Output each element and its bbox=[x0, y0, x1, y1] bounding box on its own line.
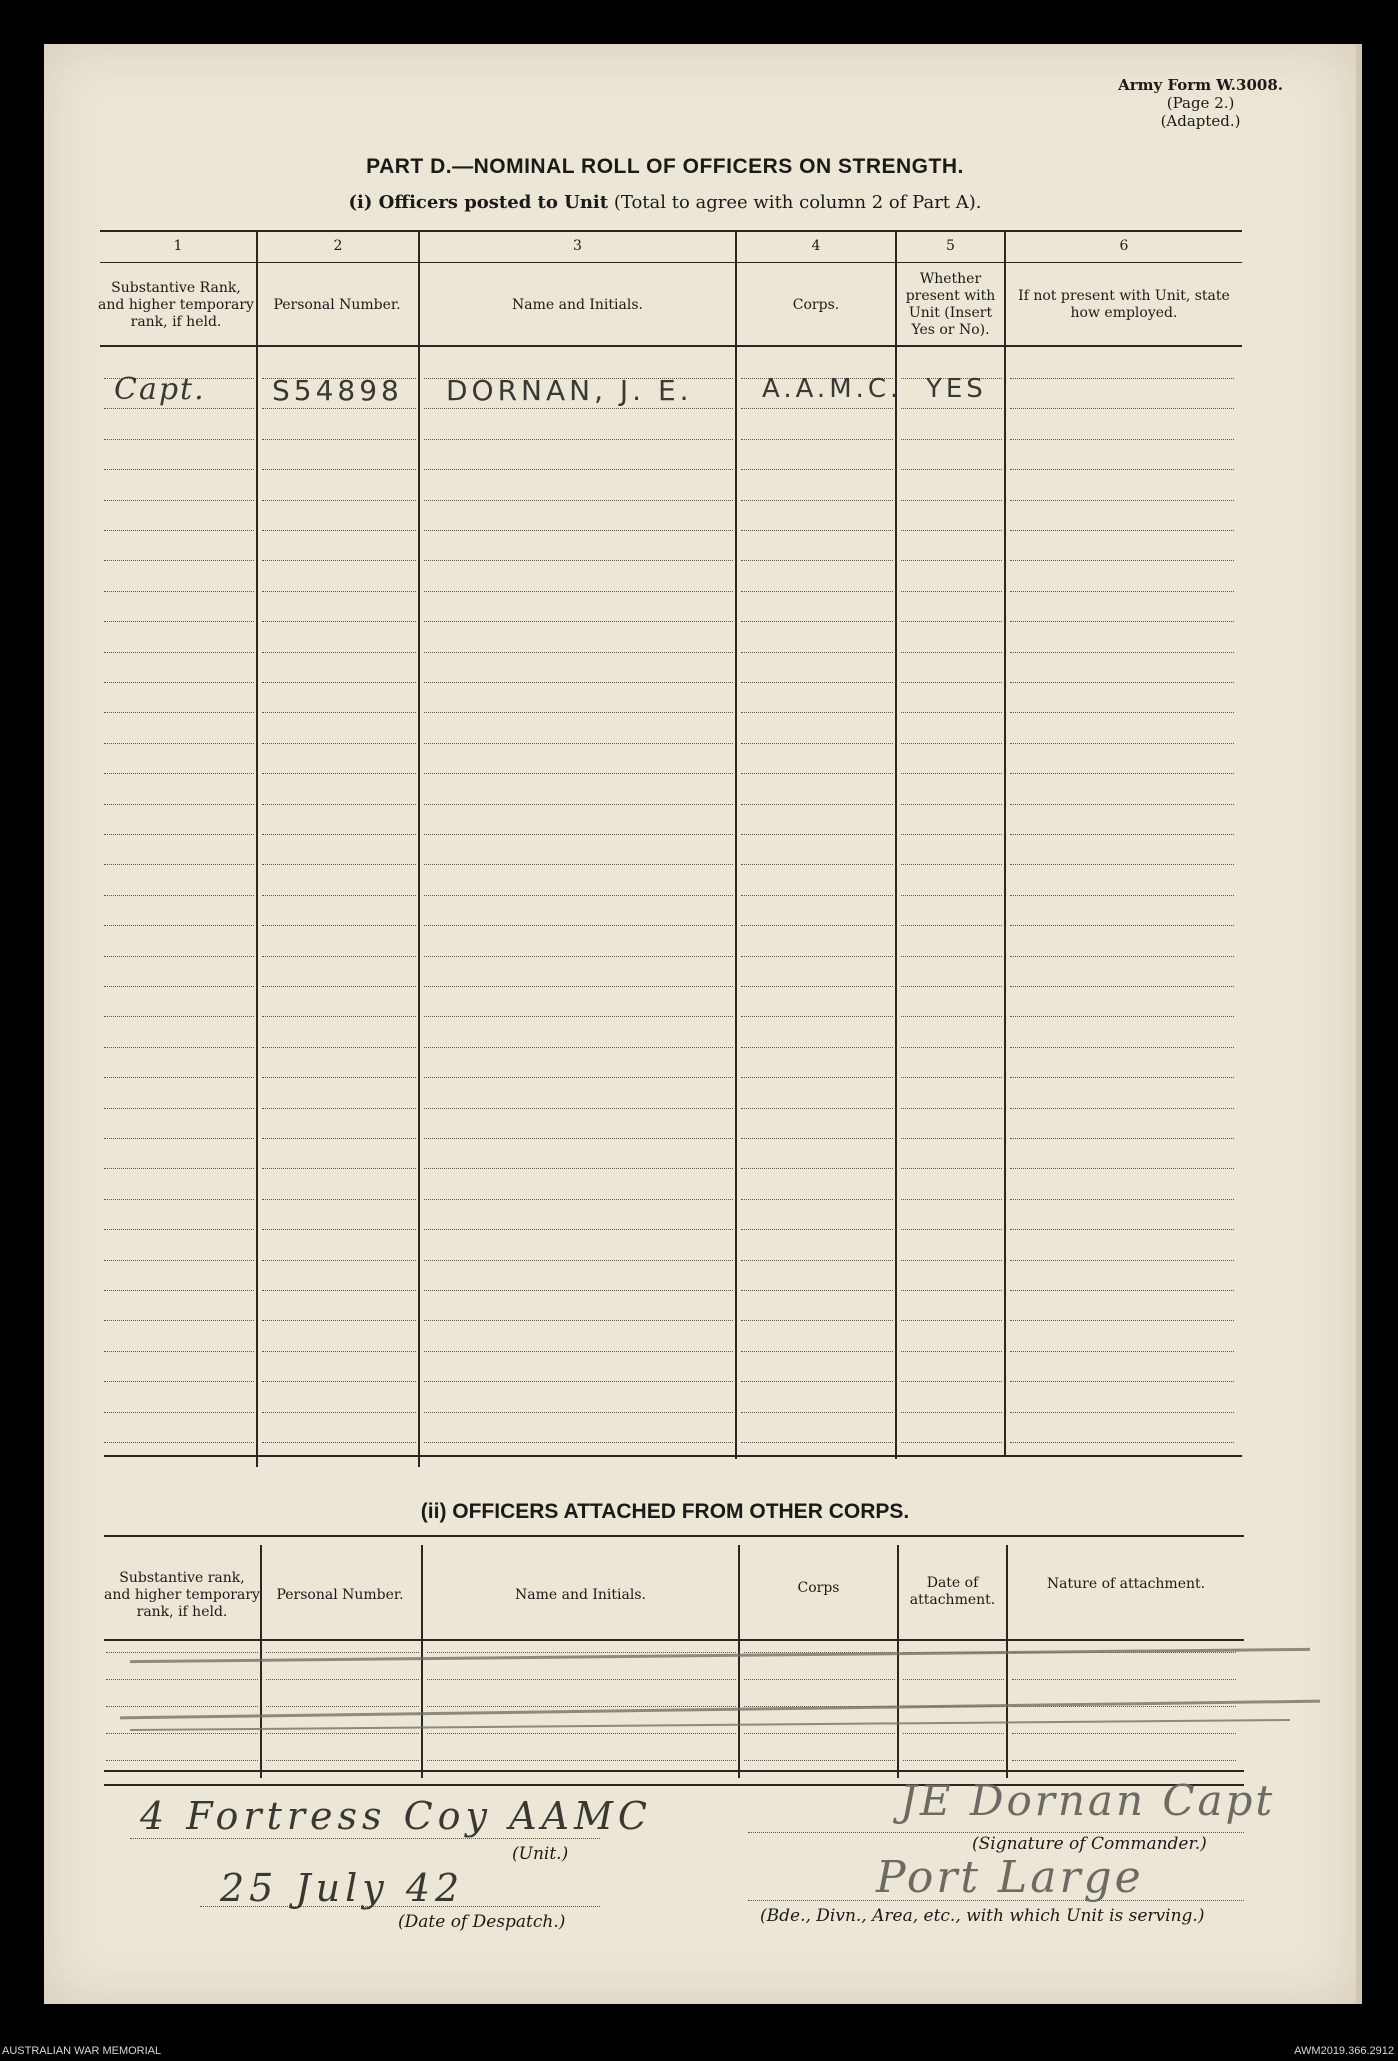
ruled-row-line bbox=[106, 1652, 258, 1653]
ruled-row-line bbox=[741, 1077, 893, 1078]
ruled-row-line bbox=[424, 1442, 733, 1443]
ruled-row-line bbox=[104, 1320, 254, 1321]
ruled-row-line bbox=[262, 1260, 416, 1261]
ruled-row-line bbox=[901, 712, 1002, 713]
ruled-row-line bbox=[427, 1760, 736, 1761]
entry-present: YES bbox=[926, 374, 987, 404]
ruled-row-line bbox=[741, 439, 893, 440]
ruled-row-line bbox=[424, 1199, 733, 1200]
ruled-row-line bbox=[262, 1229, 416, 1230]
column-divider bbox=[418, 231, 420, 1467]
table-bottom-rule bbox=[104, 1455, 1242, 1457]
ruled-row-line bbox=[424, 1260, 733, 1261]
ruled-row-line bbox=[424, 773, 733, 774]
unit-line bbox=[130, 1838, 600, 1839]
ruled-row-line bbox=[427, 1652, 736, 1653]
page-edge bbox=[1356, 44, 1362, 2004]
ruled-row-line bbox=[424, 1351, 733, 1352]
ruled-row-line bbox=[1010, 1199, 1234, 1200]
ruled-row-line bbox=[104, 500, 254, 501]
ruled-row-line bbox=[424, 956, 733, 957]
ruled-row-line bbox=[741, 1229, 893, 1230]
ruled-row-line bbox=[901, 530, 1002, 531]
ruled-row-line bbox=[104, 1290, 254, 1291]
column-header-corps: Corps bbox=[797, 1579, 840, 1596]
ruled-row-line bbox=[424, 864, 733, 865]
ruled-row-line bbox=[901, 895, 1002, 896]
ruled-row-line bbox=[741, 895, 893, 896]
column-header-rank: Substantive Rank, and higher temporary rank, if held. bbox=[98, 279, 254, 330]
ruled-row-line bbox=[424, 1077, 733, 1078]
date-handwriting: 25 July 42 bbox=[220, 1866, 465, 1910]
ruled-row-line bbox=[901, 864, 1002, 865]
ruled-row-line bbox=[266, 1760, 419, 1761]
column-header-employed: If not present with Unit, state how employed. bbox=[1018, 288, 1230, 321]
ruled-row-line bbox=[1010, 469, 1234, 470]
table-top-rule bbox=[100, 230, 1242, 232]
ruled-row-line bbox=[901, 1199, 1002, 1200]
ruled-row-line bbox=[424, 1229, 733, 1230]
ruled-row-line bbox=[741, 500, 893, 501]
unit-label: (Unit.) bbox=[512, 1844, 569, 1864]
ruled-row-line bbox=[262, 1442, 416, 1443]
ruled-row-line bbox=[1010, 712, 1234, 713]
area-label: (Bde., Divn., Area, etc., with which Unit is serving.) bbox=[760, 1906, 1205, 1926]
ruled-row-line bbox=[104, 1016, 254, 1017]
ruled-row-line bbox=[1010, 1351, 1234, 1352]
ruled-row-line bbox=[104, 1108, 254, 1109]
ruled-row-line bbox=[424, 804, 733, 805]
ruled-row-line bbox=[262, 1320, 416, 1321]
ruled-row-line bbox=[262, 1351, 416, 1352]
ruled-row-line bbox=[262, 621, 416, 622]
ruled-row-line bbox=[104, 1077, 254, 1078]
ruled-row-line bbox=[744, 1733, 895, 1734]
ruled-row-line bbox=[1012, 1733, 1236, 1734]
ruled-row-line bbox=[262, 469, 416, 470]
unit-handwriting: 4 Fortress Coy AAMC bbox=[140, 1794, 652, 1838]
ruled-row-line bbox=[1010, 378, 1234, 379]
column-header-corps: Corps. bbox=[792, 296, 840, 313]
ruled-row-line bbox=[262, 773, 416, 774]
footer-right: AWM2019.366.2912 bbox=[1294, 2045, 1394, 2057]
part-d-title: PART D.—NOMINAL ROLL OF OFFICERS ON STRENGTH. bbox=[366, 155, 964, 178]
ruled-row-line bbox=[741, 986, 893, 987]
entry-rank: Capt. bbox=[114, 372, 206, 407]
ruled-row-line bbox=[901, 1320, 1002, 1321]
ruled-row-line bbox=[741, 1138, 893, 1139]
ruled-row-line bbox=[741, 1260, 893, 1261]
ruled-row-line bbox=[1010, 1442, 1234, 1443]
ruled-row-line bbox=[104, 925, 254, 926]
ruled-row-line bbox=[901, 986, 1002, 987]
ruled-row-line bbox=[262, 834, 416, 835]
ruled-row-line bbox=[266, 1733, 419, 1734]
entry-name: DORNAN, J. E. bbox=[446, 374, 693, 407]
ruled-row-line bbox=[424, 469, 733, 470]
ruled-row-line bbox=[741, 591, 893, 592]
ruled-row-line bbox=[1010, 1381, 1234, 1382]
ruled-row-line bbox=[262, 1108, 416, 1109]
ruled-row-line bbox=[104, 621, 254, 622]
ruled-row-line bbox=[424, 712, 733, 713]
ruled-row-line bbox=[741, 834, 893, 835]
ruled-row-line bbox=[1010, 925, 1234, 926]
ruled-row-line bbox=[741, 1168, 893, 1169]
ruled-row-line bbox=[262, 986, 416, 987]
ruled-row-line bbox=[901, 652, 1002, 653]
ruled-row-line bbox=[424, 1168, 733, 1169]
ruled-row-line bbox=[741, 652, 893, 653]
ruled-row-line bbox=[262, 439, 416, 440]
ruled-row-line bbox=[741, 1016, 893, 1017]
ruled-row-line bbox=[901, 591, 1002, 592]
ruled-row-line bbox=[424, 560, 733, 561]
ruled-row-line bbox=[262, 1381, 416, 1382]
form-reference bbox=[1118, 76, 1283, 130]
date-label: (Date of Despatch.) bbox=[398, 1912, 566, 1932]
ruled-row-line bbox=[104, 1442, 254, 1443]
ruled-row-line bbox=[741, 1442, 893, 1443]
ruled-row-line bbox=[266, 1679, 419, 1680]
ruled-row-line bbox=[901, 834, 1002, 835]
ruled-row-line bbox=[901, 408, 1002, 409]
ruled-row-line bbox=[104, 1260, 254, 1261]
part-ii-title: (ii) OFFICERS ATTACHED FROM OTHER CORPS. bbox=[420, 1500, 910, 1523]
commander-line bbox=[748, 1832, 1244, 1833]
ruled-row-line bbox=[104, 1412, 254, 1413]
ruled-row-line bbox=[901, 925, 1002, 926]
ruled-row-line bbox=[901, 1077, 1002, 1078]
ruled-row-line bbox=[741, 682, 893, 683]
header-bottom-rule bbox=[104, 1639, 1244, 1641]
ruled-row-line bbox=[901, 621, 1002, 622]
ruled-row-line bbox=[262, 560, 416, 561]
ruled-row-line bbox=[1010, 1260, 1234, 1261]
ruled-row-line bbox=[1010, 1016, 1234, 1017]
part-d-subtitle bbox=[0, 192, 1330, 213]
column-number: 5 bbox=[946, 238, 955, 254]
ruled-row-line bbox=[741, 1047, 893, 1048]
column-header-name: Name and Initials. bbox=[515, 1586, 646, 1603]
ruled-row-line bbox=[901, 1260, 1002, 1261]
ruled-row-line bbox=[427, 1679, 736, 1680]
ruled-row-line bbox=[104, 1168, 254, 1169]
ruled-row-line bbox=[901, 469, 1002, 470]
ruled-row-line bbox=[262, 1138, 416, 1139]
ruled-row-line bbox=[1010, 500, 1234, 501]
ruled-row-line bbox=[741, 408, 893, 409]
ruled-row-line bbox=[104, 1047, 254, 1048]
ruled-row-line bbox=[262, 682, 416, 683]
ruled-row-line bbox=[104, 469, 254, 470]
ruled-row-line bbox=[262, 500, 416, 501]
ruled-row-line bbox=[1010, 834, 1234, 835]
ruled-row-line bbox=[1010, 1320, 1234, 1321]
ruled-row-line bbox=[262, 743, 416, 744]
form-name: Army Form W.3008. bbox=[1118, 76, 1283, 94]
ruled-row-line bbox=[1010, 408, 1234, 409]
column-header-rank: Substantive rank, and higher temporary rank, if held. bbox=[104, 1569, 260, 1620]
ruled-row-line bbox=[741, 1351, 893, 1352]
ruled-row-line bbox=[1010, 530, 1234, 531]
ruled-row-line bbox=[903, 1760, 1004, 1761]
ruled-row-line bbox=[262, 591, 416, 592]
ruled-row-line bbox=[741, 925, 893, 926]
column-header-name: Name and Initials. bbox=[512, 296, 643, 313]
ruled-row-line bbox=[424, 925, 733, 926]
ruled-row-line bbox=[266, 1652, 419, 1653]
ruled-row-line bbox=[741, 712, 893, 713]
ruled-row-line bbox=[424, 743, 733, 744]
ruled-row-line bbox=[901, 1016, 1002, 1017]
ruled-row-line bbox=[741, 956, 893, 957]
ruled-row-line bbox=[262, 1199, 416, 1200]
ruled-row-line bbox=[1010, 1229, 1234, 1230]
ruled-row-line bbox=[1010, 986, 1234, 987]
ruled-row-line bbox=[1010, 1168, 1234, 1169]
ruled-row-line bbox=[901, 1108, 1002, 1109]
ruled-row-line bbox=[901, 773, 1002, 774]
ruled-row-line bbox=[741, 773, 893, 774]
ruled-row-line bbox=[104, 1381, 254, 1382]
ruled-row-line bbox=[262, 1077, 416, 1078]
column-number-rule bbox=[100, 262, 1242, 263]
ruled-row-line bbox=[741, 804, 893, 805]
ruled-row-line bbox=[1010, 1412, 1234, 1413]
ruled-row-line bbox=[104, 712, 254, 713]
ruled-row-line bbox=[262, 1047, 416, 1048]
ruled-row-line bbox=[104, 956, 254, 957]
ruled-row-line bbox=[1010, 621, 1234, 622]
ruled-row-line bbox=[424, 1108, 733, 1109]
ruled-row-line bbox=[903, 1679, 1004, 1680]
ruled-row-line bbox=[104, 1351, 254, 1352]
ruled-row-line bbox=[262, 1168, 416, 1169]
ruled-row-line bbox=[901, 560, 1002, 561]
ruled-row-line bbox=[427, 1706, 736, 1707]
ruled-row-line bbox=[901, 743, 1002, 744]
subtitle-bold: (i) Officers posted to Unit bbox=[348, 192, 609, 213]
ruled-row-line bbox=[1010, 591, 1234, 592]
ruled-row-line bbox=[104, 439, 254, 440]
ruled-row-line bbox=[901, 956, 1002, 957]
ruled-row-line bbox=[266, 1706, 419, 1707]
ruled-row-line bbox=[104, 408, 254, 409]
table-top-rule bbox=[104, 1535, 1244, 1537]
ruled-row-line bbox=[262, 925, 416, 926]
ruled-row-line bbox=[1012, 1760, 1236, 1761]
ruled-row-line bbox=[1010, 1077, 1234, 1078]
column-number: 2 bbox=[333, 238, 343, 254]
form-adapted: (Adapted.) bbox=[1160, 112, 1241, 130]
ruled-row-line bbox=[262, 1412, 416, 1413]
ruled-row-line bbox=[424, 530, 733, 531]
ruled-row-line bbox=[1010, 895, 1234, 896]
ruled-row-line bbox=[741, 1320, 893, 1321]
ruled-row-line bbox=[901, 1290, 1002, 1291]
ruled-row-line bbox=[104, 682, 254, 683]
subtitle-rest: (Total to agree with column 2 of Part A). bbox=[613, 192, 982, 213]
commander-signature: JE Dornan Capt bbox=[900, 1776, 1276, 1825]
column-header-number: Personal Number. bbox=[273, 296, 401, 313]
column-header-date: Date of attachment. bbox=[909, 1575, 996, 1608]
ruled-row-line bbox=[741, 530, 893, 531]
column-number: 1 bbox=[173, 238, 183, 254]
ruled-row-line bbox=[1010, 864, 1234, 865]
ruled-row-line bbox=[424, 1320, 733, 1321]
ruled-row-line bbox=[262, 1290, 416, 1291]
ruled-row-line bbox=[104, 895, 254, 896]
ruled-row-line bbox=[424, 682, 733, 683]
ruled-row-line bbox=[1010, 1108, 1234, 1109]
ruled-row-line bbox=[901, 1442, 1002, 1443]
ruled-row-line bbox=[741, 1290, 893, 1291]
ruled-row-line bbox=[104, 560, 254, 561]
ruled-row-line bbox=[262, 408, 416, 409]
ruled-row-line bbox=[901, 1229, 1002, 1230]
ruled-row-line bbox=[104, 834, 254, 835]
ruled-row-line bbox=[1012, 1679, 1236, 1680]
column-number: 3 bbox=[573, 238, 582, 254]
ruled-row-line bbox=[424, 500, 733, 501]
ruled-row-line bbox=[104, 652, 254, 653]
ruled-row-line bbox=[1010, 743, 1234, 744]
ruled-row-line bbox=[901, 1351, 1002, 1352]
ruled-row-line bbox=[1010, 682, 1234, 683]
ruled-row-line bbox=[1010, 1138, 1234, 1139]
header-bottom-rule bbox=[100, 345, 1242, 347]
ruled-row-line bbox=[262, 712, 416, 713]
ruled-row-line bbox=[1010, 560, 1234, 561]
ruled-row-line bbox=[104, 864, 254, 865]
ruled-row-line bbox=[1010, 1047, 1234, 1048]
ruled-row-line bbox=[424, 986, 733, 987]
ruled-row-line bbox=[901, 682, 1002, 683]
ruled-row-line bbox=[424, 439, 733, 440]
ruled-row-line bbox=[106, 1760, 258, 1761]
ruled-row-line bbox=[903, 1733, 1004, 1734]
column-divider bbox=[256, 231, 258, 1467]
ruled-row-line bbox=[104, 804, 254, 805]
ruled-row-line bbox=[424, 591, 733, 592]
entry-corps: A.A.M.C. bbox=[762, 374, 903, 404]
ruled-row-line bbox=[1010, 956, 1234, 957]
ruled-row-line bbox=[262, 530, 416, 531]
ruled-row-line bbox=[901, 1381, 1002, 1382]
ruled-row-line bbox=[424, 1290, 733, 1291]
ruled-row-line bbox=[1010, 1290, 1234, 1291]
ruled-row-line bbox=[424, 1381, 733, 1382]
ruled-row-line bbox=[424, 1047, 733, 1048]
ruled-row-line bbox=[104, 1199, 254, 1200]
ruled-row-line bbox=[901, 1412, 1002, 1413]
footer-left: AUSTRALIAN WAR MEMORIAL bbox=[2, 2045, 162, 2057]
ruled-row-line bbox=[741, 864, 893, 865]
ruled-row-line bbox=[424, 652, 733, 653]
ruled-row-line bbox=[741, 1108, 893, 1109]
ruled-row-line bbox=[1010, 804, 1234, 805]
ruled-row-line bbox=[901, 439, 1002, 440]
ruled-row-line bbox=[741, 1381, 893, 1382]
area-handwriting: Port Large bbox=[876, 1852, 1144, 1903]
ruled-row-line bbox=[262, 804, 416, 805]
ruled-row-line bbox=[427, 1733, 736, 1734]
ruled-row-line bbox=[424, 1138, 733, 1139]
entry-personal-number: S54898 bbox=[272, 374, 403, 407]
ruled-row-line bbox=[262, 956, 416, 957]
ruled-row-line bbox=[901, 804, 1002, 805]
ruled-row-line bbox=[104, 1138, 254, 1139]
ruled-row-line bbox=[104, 530, 254, 531]
column-number: 4 bbox=[811, 238, 821, 254]
column-divider bbox=[895, 231, 897, 1459]
ruled-row-line bbox=[1010, 439, 1234, 440]
column-divider bbox=[735, 231, 737, 1459]
ruled-row-line bbox=[741, 560, 893, 561]
column-divider bbox=[1004, 231, 1006, 1457]
column-header-nature: Nature of attachment. bbox=[1046, 1575, 1206, 1592]
ruled-row-line bbox=[901, 500, 1002, 501]
ruled-row-line bbox=[262, 895, 416, 896]
ruled-row-line bbox=[424, 1016, 733, 1017]
ruled-row-line bbox=[424, 834, 733, 835]
ruled-row-line bbox=[262, 1016, 416, 1017]
table-bottom-rule bbox=[104, 1770, 1244, 1772]
ruled-row-line bbox=[104, 773, 254, 774]
column-header-present: Whether present with Unit (Insert Yes or No). bbox=[905, 271, 996, 338]
ruled-row-line bbox=[744, 1679, 895, 1680]
ruled-row-line bbox=[106, 1733, 258, 1734]
ruled-row-line bbox=[1010, 652, 1234, 653]
ruled-row-line bbox=[106, 1706, 258, 1707]
ruled-row-line bbox=[901, 1138, 1002, 1139]
ruled-row-line bbox=[424, 1412, 733, 1413]
ruled-row-line bbox=[741, 469, 893, 470]
ruled-row-line bbox=[104, 591, 254, 592]
ruled-row-line bbox=[104, 986, 254, 987]
commander-label: (Signature of Commander.) bbox=[972, 1834, 1207, 1854]
ruled-row-line bbox=[741, 1199, 893, 1200]
ruled-row-line bbox=[104, 743, 254, 744]
ruled-row-line bbox=[741, 621, 893, 622]
ruled-row-line bbox=[104, 1229, 254, 1230]
column-number: 6 bbox=[1119, 238, 1129, 254]
ruled-row-line bbox=[1010, 773, 1234, 774]
ruled-row-line bbox=[741, 1412, 893, 1413]
form-page-number: (Page 2.) bbox=[1166, 94, 1235, 112]
ruled-row-line bbox=[262, 864, 416, 865]
ruled-row-line bbox=[424, 408, 733, 409]
ruled-row-line bbox=[262, 652, 416, 653]
ruled-row-line bbox=[901, 1047, 1002, 1048]
column-header-number: Personal Number. bbox=[276, 1586, 404, 1603]
ruled-row-line bbox=[424, 895, 733, 896]
ruled-row-line bbox=[744, 1760, 895, 1761]
ruled-row-line bbox=[741, 743, 893, 744]
ruled-row-line bbox=[424, 621, 733, 622]
ruled-row-line bbox=[106, 1679, 258, 1680]
ruled-row-line bbox=[901, 1168, 1002, 1169]
